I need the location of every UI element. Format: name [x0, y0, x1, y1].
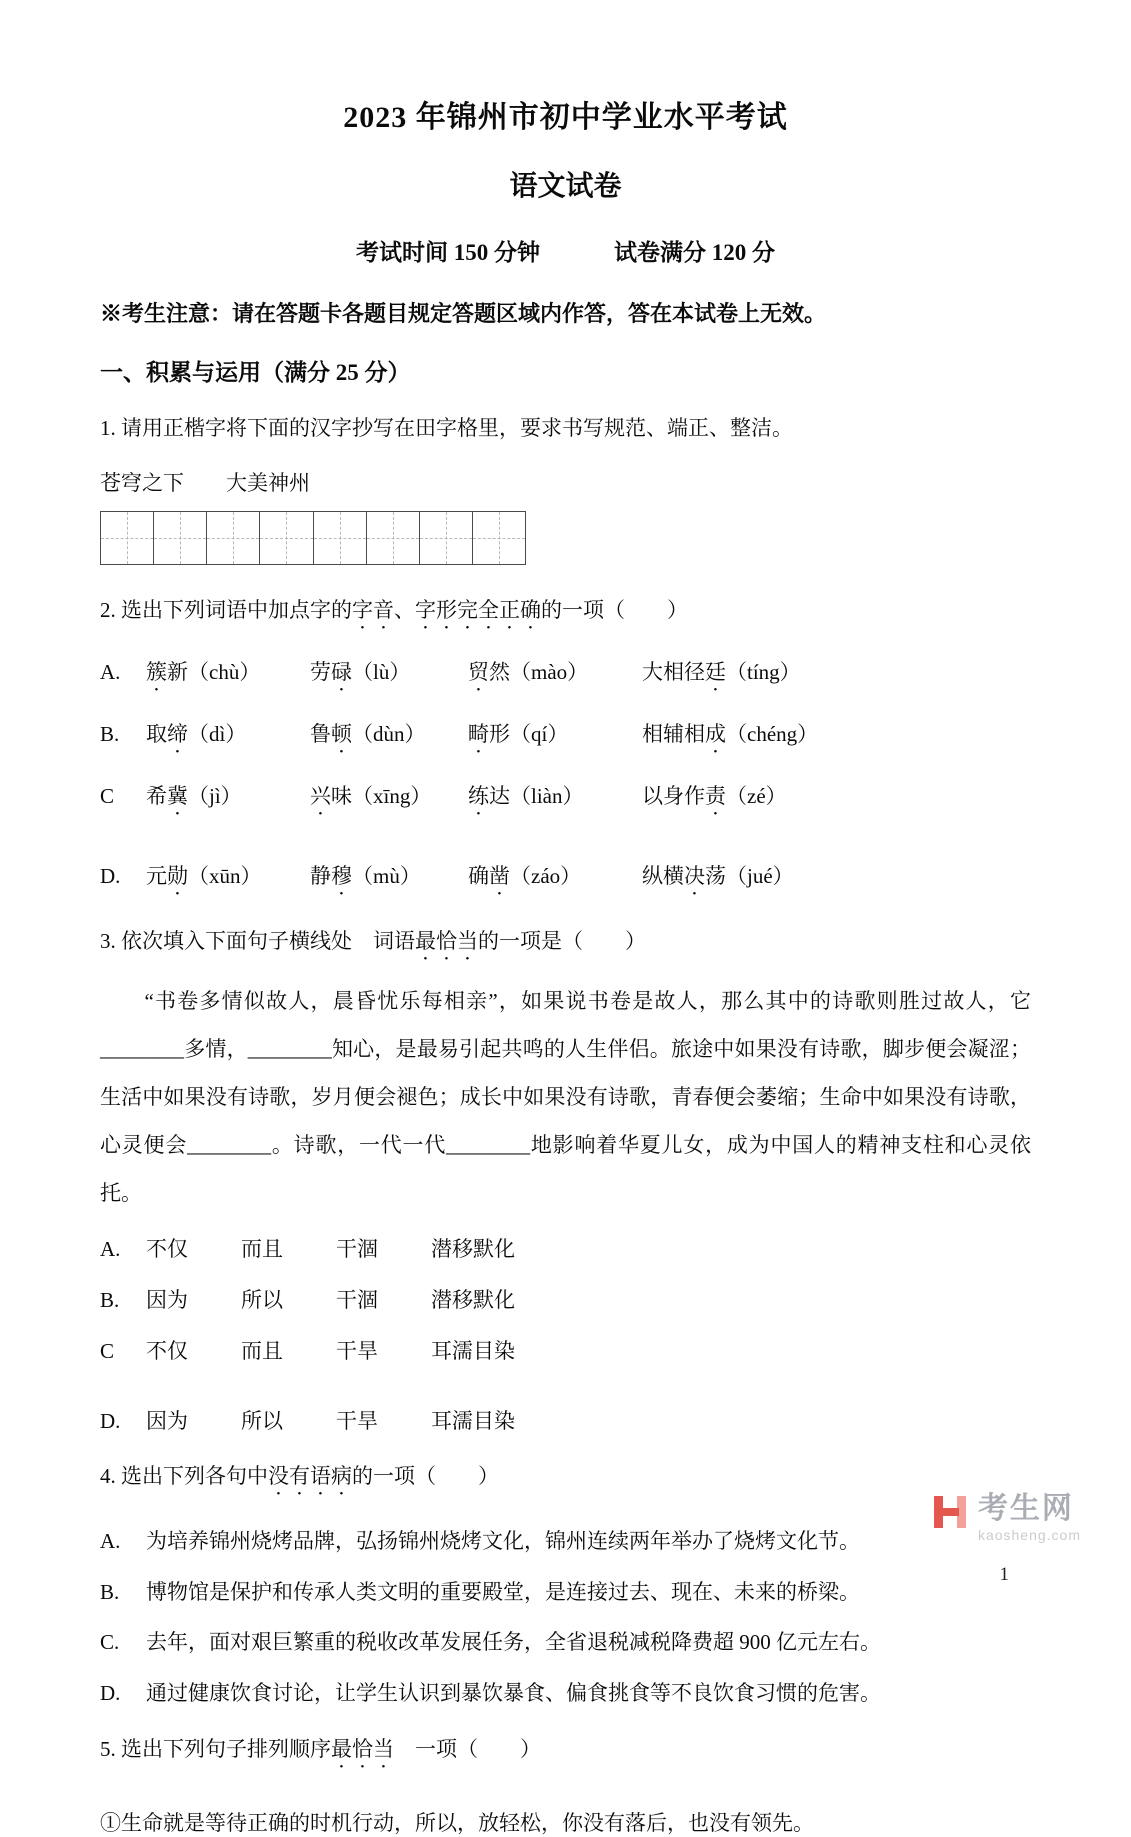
- option-item: 相辅相成（chéng）: [642, 722, 819, 747]
- option-item: 贸然（mào）: [468, 660, 589, 685]
- exam-total-score: 试卷满分 120 分: [614, 240, 775, 265]
- option-item: 所以: [241, 1288, 283, 1313]
- q1-stem: 1. 请用正楷字将下面的汉字抄写在田字格里，要求书写规范、端正、整洁。: [100, 416, 793, 440]
- practice-grid-cell: [207, 512, 260, 564]
- q4-option-d: [100, 1678, 1031, 1708]
- option-item: 因为: [146, 1409, 188, 1434]
- option-label: A.: [100, 1237, 121, 1262]
- option-item: 大相径廷（tíng）: [642, 660, 801, 685]
- q3-stem: 3. 依次填入下面句子横线处 词语最恰当的一项是（ ）: [100, 929, 646, 954]
- q2-option-a: [100, 656, 1031, 696]
- q4-stem: 4. 选出下列各句中没有语病的一项（ ）: [100, 1464, 499, 1489]
- option-label: A.: [100, 1529, 121, 1554]
- practice-grid-cell: [314, 512, 367, 564]
- practice-grid-cell: [260, 512, 313, 564]
- option-item: 鲁顿（dùn）: [310, 722, 426, 747]
- option-label: C: [100, 784, 115, 809]
- option-label: D.: [100, 1409, 121, 1434]
- kaosheng-watermark: [932, 1494, 1081, 1542]
- option-item: 不仅: [146, 1339, 188, 1364]
- option-item: 取缔（dì）: [146, 722, 247, 747]
- option-text: 去年，面对艰巨繁重的税收改革发展任务，全省退税减税降费超 900 亿元左右。: [146, 1630, 881, 1655]
- option-item: 潜移默化: [431, 1288, 515, 1313]
- option-item: 劳碌（lù）: [310, 660, 411, 685]
- option-item: 干涸: [336, 1288, 378, 1313]
- q4-option-c: [100, 1627, 1031, 1657]
- q4-option-b: [100, 1577, 1031, 1607]
- page-number: 1: [999, 1564, 1009, 1585]
- watermark-text: [978, 1494, 1081, 1542]
- practice-grid-cell: [154, 512, 207, 564]
- exam-meta-line: [100, 234, 1031, 267]
- option-label: B.: [100, 1579, 120, 1604]
- option-item: 而且: [241, 1237, 283, 1262]
- option-label: C.: [100, 1630, 120, 1655]
- q3-option-a: [100, 1233, 1031, 1263]
- q2-option-c: [100, 780, 1031, 820]
- practice-grid-cell: [420, 512, 473, 564]
- section-one-heading: 一、积累与运用（满分 25 分）: [100, 360, 411, 385]
- option-item: 潜移默化: [431, 1237, 515, 1262]
- kaosheng-logo-icon: [932, 1494, 968, 1530]
- q3-option-c: [100, 1335, 1031, 1365]
- practice-grid-cell: [367, 512, 420, 564]
- option-label: D.: [100, 1680, 121, 1705]
- option-item: 而且: [241, 1339, 283, 1364]
- option-label: B.: [100, 1288, 120, 1313]
- option-label: A.: [100, 660, 121, 685]
- option-item: 所以: [241, 1409, 283, 1434]
- option-label: D.: [100, 864, 121, 889]
- practice-grid-cell: [473, 512, 525, 564]
- option-item: 确凿（záo）: [468, 864, 582, 889]
- q3-option-b: [100, 1284, 1031, 1314]
- option-item: 耳濡目染: [431, 1409, 515, 1434]
- practice-grid-cell: [101, 512, 154, 564]
- option-item: 兴味（xīng）: [310, 784, 432, 809]
- q2-option-b: [100, 718, 1031, 758]
- option-item: 练达（liàn）: [468, 784, 584, 809]
- option-item: 簇新（chù）: [146, 660, 261, 685]
- option-text: 通过健康饮食讨论，让学生认识到暴饮暴食、偏食挑食等不良饮食习惯的危害。: [146, 1680, 881, 1705]
- option-item: 干旱: [336, 1409, 378, 1434]
- option-label: C: [100, 1339, 115, 1364]
- option-item: 以身作责（zé）: [642, 784, 787, 809]
- watermark-site-name: 考生网: [977, 1492, 1074, 1525]
- paper-subtitle: 语文试卷: [509, 171, 622, 202]
- option-item: 不仅: [146, 1237, 188, 1262]
- q3-option-d: [100, 1405, 1031, 1435]
- option-text: 博物馆是保护和传承人类文明的重要殿堂，是连接过去、现在、未来的桥梁。: [146, 1579, 860, 1604]
- candidate-notice: ※考生注意：请在答题卡各题目规定答题区域内作答，答在本试卷上无效。: [100, 301, 827, 326]
- option-item: 干旱: [336, 1339, 378, 1364]
- option-item: 因为: [146, 1288, 188, 1313]
- option-item: 元勋（xūn）: [146, 864, 262, 889]
- q3-passage: “书卷多情似故人，晨昏忧乐每相亲”，如果说书卷是故人，那么其中的诗歌则胜过故人，它________多情，________知心，是最易引起共鸣的人生伴侣。旅途中如果没有诗歌，脚步便会凝涩；生活中如果没有诗歌，岁月便会褪色；成长中如果没有诗歌，青春便会萎缩；生命中如果没有诗歌，心灵便会________。诗歌，一代一代________地影响着华夏儿女，成为中国人的精神支柱和心灵依托。: [100, 989, 1031, 1206]
- exam-duration: 考试时间 150 分钟: [356, 240, 540, 265]
- q2-option-d: [100, 860, 1031, 900]
- option-item: 希冀（jì）: [146, 784, 242, 809]
- option-item: 静穆（mù）: [310, 864, 421, 889]
- q1-copy-phrase: 苍穹之下 大美神州: [100, 471, 310, 496]
- option-label: B.: [100, 722, 120, 747]
- option-text: 为培养锦州烧烤品牌，弘扬锦州烧烤文化，锦州连续两年举办了烧烤文化节。: [146, 1529, 860, 1554]
- exam-title: 2023 年锦州市初中学业水平考试: [343, 101, 788, 134]
- option-item: 畸形（qí）: [468, 722, 569, 747]
- q5-stem: 5. 选出下列句子排列顺序最恰当 一项（ ）: [100, 1737, 541, 1762]
- q5-sentence-1: ①生命就是等待正确的时机行动，所以，放轻松，你没有落后，也没有领先。: [100, 1811, 814, 1836]
- q2-stem: 2. 选出下列词语中加点字的字音、字形完全正确的一项（ ）: [100, 598, 688, 623]
- option-item: 纵横决荡（jué）: [642, 864, 794, 889]
- q4-option-a: [100, 1526, 1031, 1556]
- practice-grid: [100, 511, 526, 565]
- option-item: 干涸: [336, 1237, 378, 1262]
- option-item: 耳濡目染: [431, 1339, 515, 1364]
- watermark-site-domain: kaosheng.com: [977, 1527, 1081, 1543]
